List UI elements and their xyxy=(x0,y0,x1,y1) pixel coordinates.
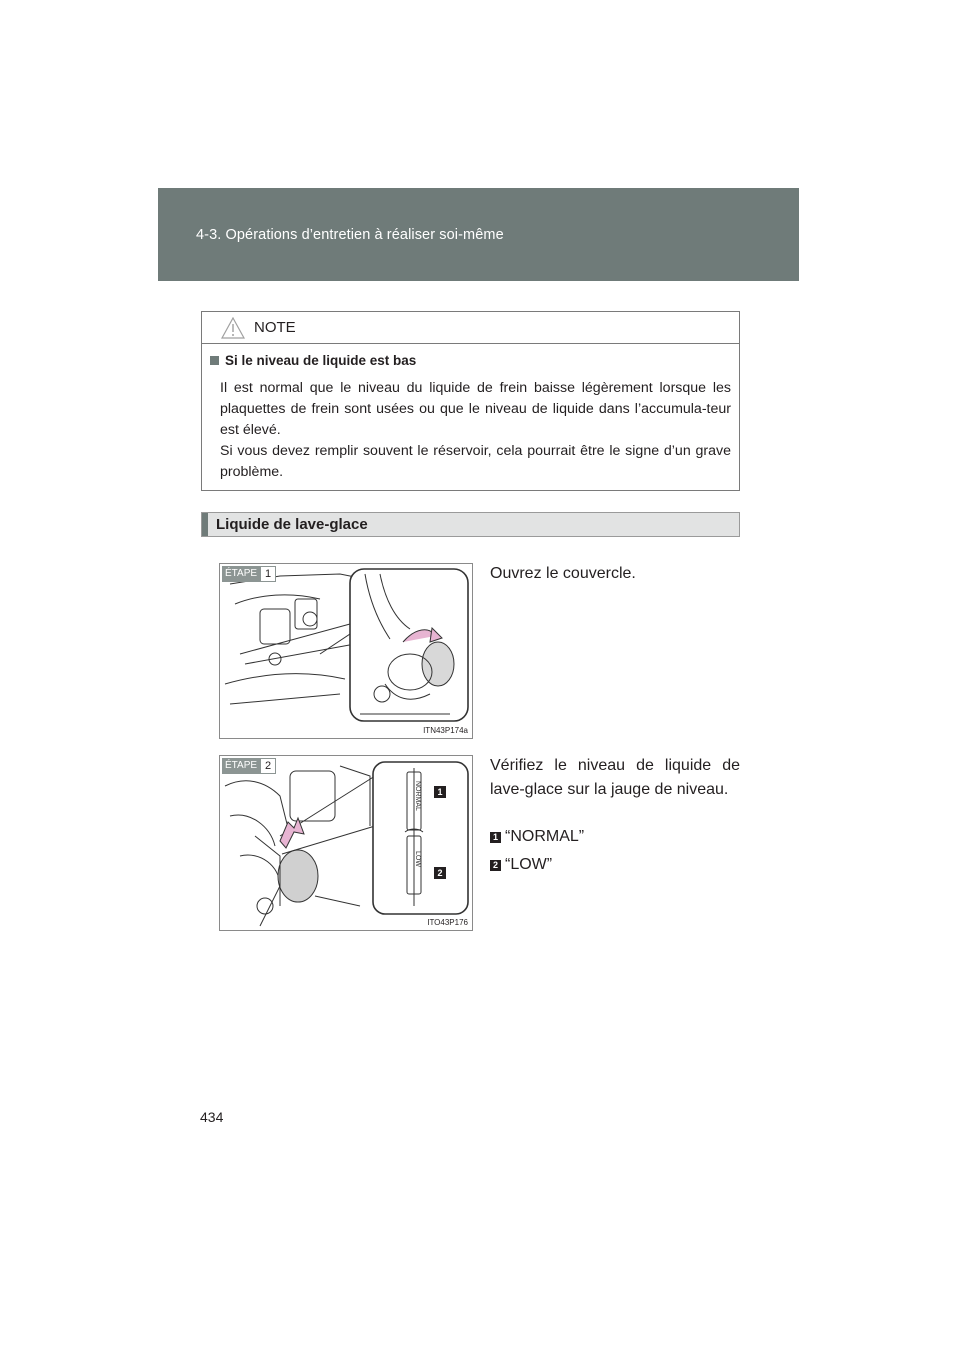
legend-item xyxy=(490,856,552,874)
section-accent xyxy=(202,513,208,536)
note-label: NOTE xyxy=(254,319,296,336)
step-2-figure xyxy=(219,755,473,931)
step-word: ÉTAPE xyxy=(222,566,260,582)
number-1-icon: 1 xyxy=(490,832,501,843)
legend-label: “LOW” xyxy=(505,856,553,873)
page-number: 434 xyxy=(200,1109,224,1125)
engine-bay-illustration xyxy=(220,564,473,739)
step-badge xyxy=(222,566,276,582)
callout-1-icon: 1 xyxy=(434,786,446,798)
note-header xyxy=(202,312,739,344)
note-paragraph: Il est normal que le niveau du liquide de frein baisse légèrement lorsque les plaquettes de frein sont usées ou que le niveau de liquide dans l’accumula-teur est élevé. xyxy=(220,380,731,438)
number-2-icon: 2 xyxy=(490,860,501,871)
legend-label: “NORMAL” xyxy=(505,828,585,845)
step-2-text: Vérifiez le niveau de liquide de lave-glace sur la jauge de niveau. xyxy=(490,757,740,798)
figure-code: ITO43P176 xyxy=(427,918,468,927)
dipstick-low-label: LOW xyxy=(414,851,421,867)
section-header xyxy=(201,512,740,537)
warning-icon xyxy=(221,317,245,339)
step-badge xyxy=(222,758,276,774)
figure-code: ITN43P174a xyxy=(423,726,468,735)
chapter-title: 4-3. Opérations d’entretien à réaliser soi-même xyxy=(196,227,504,243)
step-number: 2 xyxy=(260,758,276,774)
dipstick-illustration xyxy=(220,756,473,931)
step-1-text: Ouvrez le couvercle. xyxy=(490,565,636,582)
callout-2-icon: 2 xyxy=(434,867,446,879)
note-subheading xyxy=(210,353,416,368)
step-number: 1 xyxy=(260,566,276,582)
section-title: Liquide de lave-glace xyxy=(216,516,368,533)
note-paragraph: Si vous devez remplir souvent le réservoir, cela pourrait être le signe d’un grave problème. xyxy=(220,443,731,480)
note-subheading-text: Si le niveau de liquide est bas xyxy=(225,353,417,368)
note-box xyxy=(201,311,740,491)
legend-item xyxy=(490,828,584,846)
chapter-header xyxy=(158,188,799,281)
step-1-figure xyxy=(219,563,473,739)
bullet-square-icon xyxy=(210,356,219,365)
step-word: ÉTAPE xyxy=(222,758,260,774)
dipstick-normal-label: NORMAL xyxy=(414,781,421,811)
